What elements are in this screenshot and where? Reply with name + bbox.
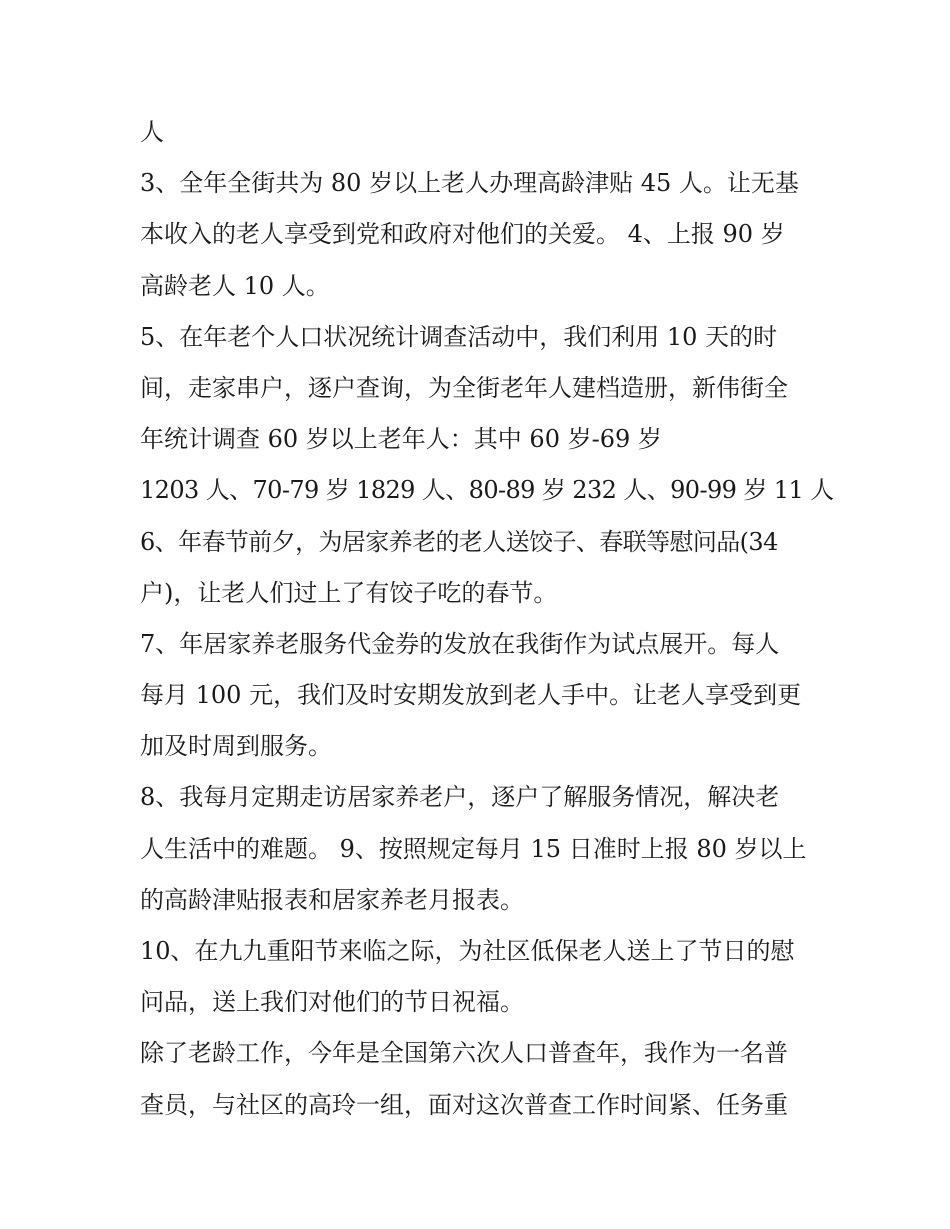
text-line: 10、在九九重阳节来临之际，为社区低保老人送上了节日的慰	[140, 937, 795, 965]
text-line: 加及时周到服务。	[140, 732, 332, 761]
text-line: 的高龄津贴报表和居家养老月报表。	[140, 885, 524, 914]
text-line: 每月 100 元，我们及时安期发放到老人手中。让老人享受到更	[140, 681, 802, 710]
text-line: 本收入的老人享受到党和政府对他们的关爱。 4、上报 90 岁	[140, 220, 785, 249]
text-line: 1203 人、70-79 岁 1829 人、80-89 岁 232 人、90-99 岁 11 人	[140, 476, 834, 505]
text-line: 查员，与社区的高玲一组，面对这次普查工作时间紧、任务重	[140, 1090, 788, 1119]
text-line: 人生活中的难题。 9、按照规定每月 15 日准时上报 80 岁以上	[140, 834, 807, 863]
text-line: 高龄老人 10 人。	[140, 271, 330, 300]
text-line: 间，走家串户，逐户查询，为全街老年人建档造册，新伟街全	[140, 373, 788, 402]
text-line: 年统计调查 60 岁以上老年人：其中 60 岁-69 岁	[140, 425, 662, 454]
text-line: 户)，让老人们过上了有饺子吃的春节。	[140, 578, 558, 607]
text-line: 7、年居家养老服务代金券的发放在我街作为试点展开。每人	[140, 629, 780, 658]
text-line: 6、年春节前夕，为居家养老的老人送饺子、春联等慰问品(34	[140, 527, 778, 556]
text-line: 3、全年全街共为 80 岁以上老人办理高龄津贴 45 人。让无基	[140, 169, 799, 198]
text-line: 5、在年老个人口状况统计调查活动中，我们利用 10 天的时	[140, 322, 778, 351]
text-line: 人	[140, 118, 164, 146]
text-line: 问品，送上我们对他们的节日祝福。	[140, 988, 524, 1017]
text-line: 除了老龄工作，今年是全国第六次人口普查年，我作为一名普	[140, 1039, 788, 1068]
text-line: 8、我每月定期走访居家养老户，逐户了解服务情况，解决老	[140, 783, 780, 812]
document-body	[140, 107, 834, 1131]
